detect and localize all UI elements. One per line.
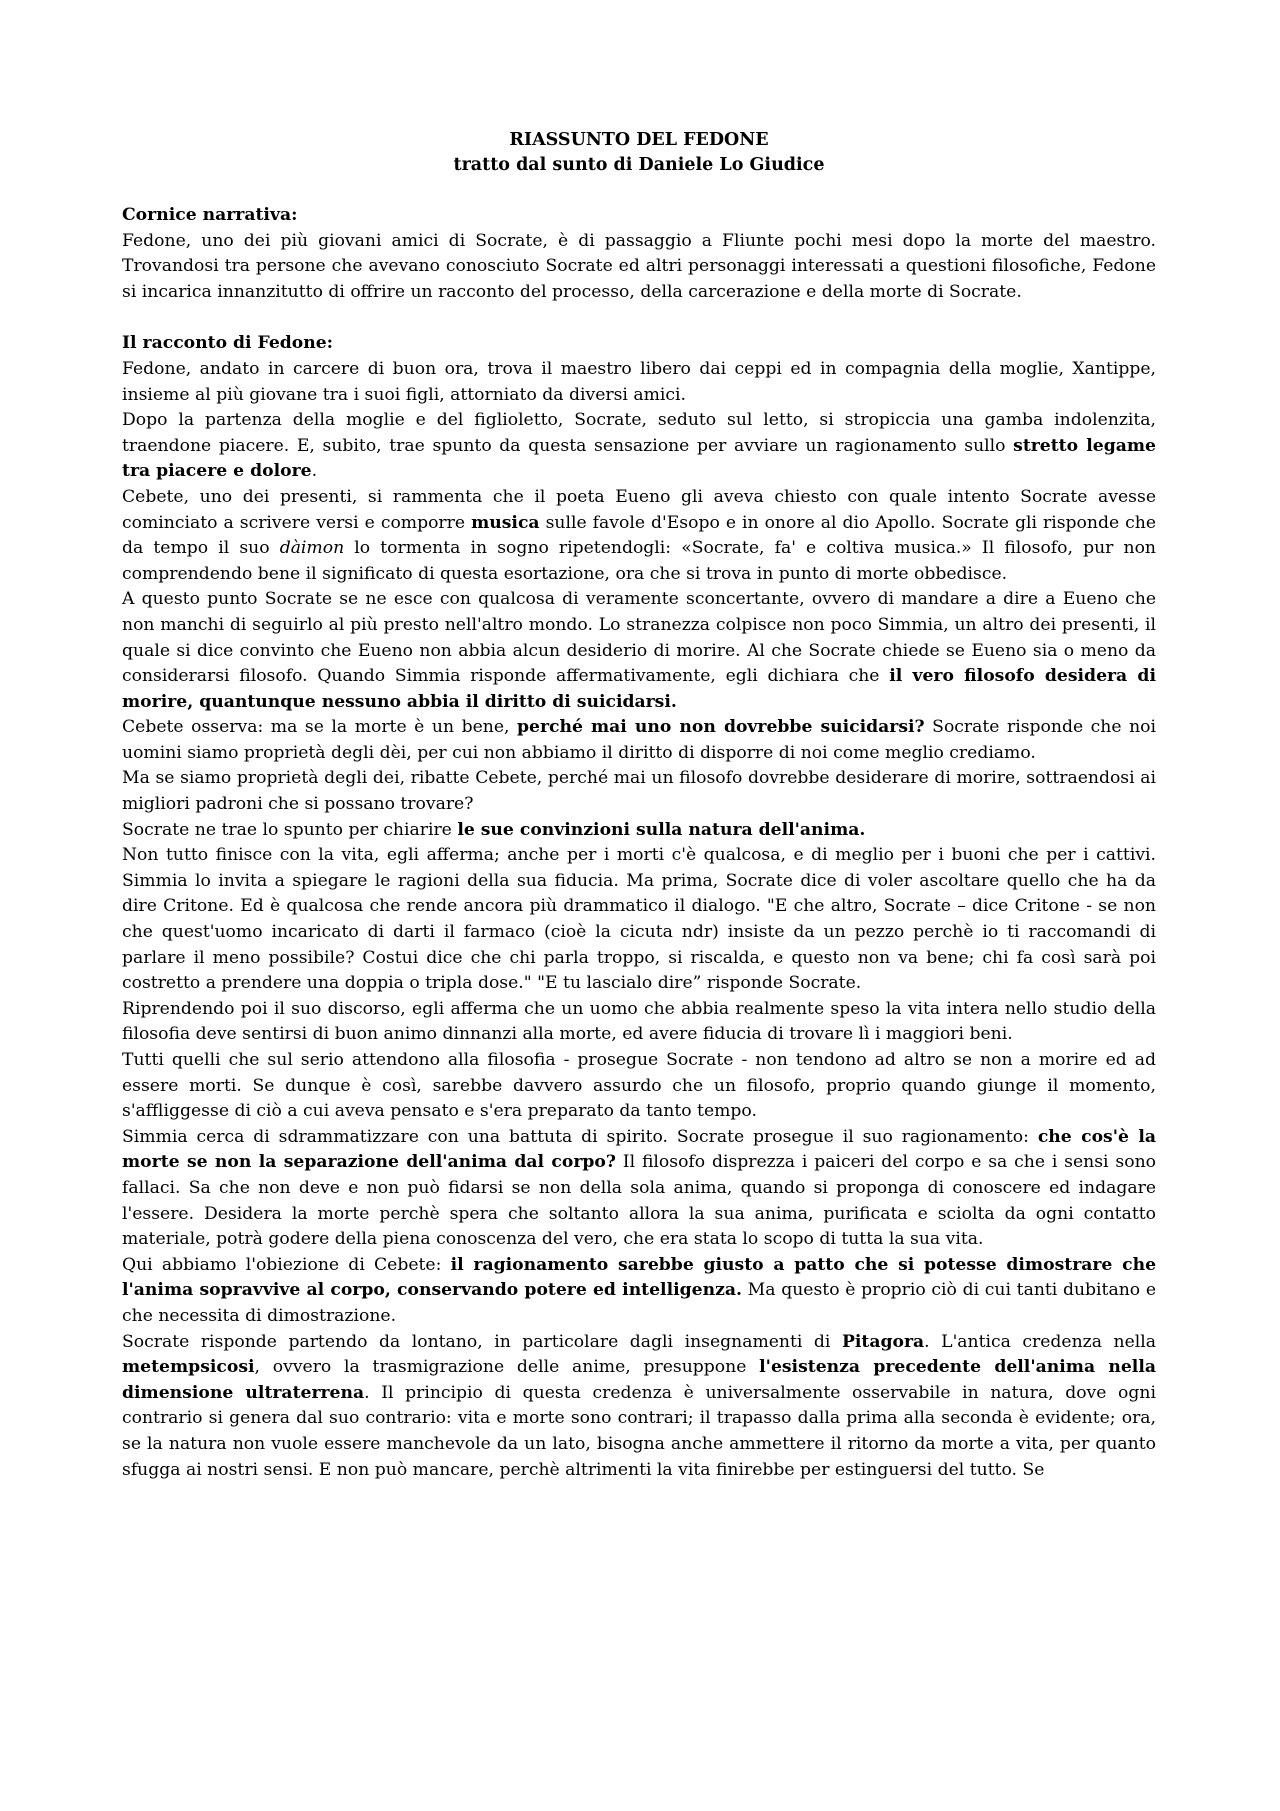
text-run: . xyxy=(311,461,318,482)
text-run: Simmia cerca di sdrammatizzare con una battuta di spirito. Socrate prosegue il suo ragionamento: xyxy=(122,1126,1038,1147)
text-run: Fedone, andato in carcere di buon ora, trova il maestro libero dai ceppi ed in compagnia della moglie, Xantippe, insieme al più giovane tra i suoi figli, attorniato da diversi amici. xyxy=(122,358,1156,405)
document-body xyxy=(122,203,1156,1483)
bold-text: metempsicosi xyxy=(122,1357,255,1378)
bold-text: stretto legame tra piacere e dolore xyxy=(122,435,1156,482)
paragraph xyxy=(122,587,1156,715)
text-run: sulle favole d'Esopo e in onore al dio Apollo. Socrate gli risponde che da tempo il suo xyxy=(122,512,1157,559)
text-run: . L'antica credenza nella xyxy=(924,1331,1156,1352)
document-page xyxy=(122,128,1156,1483)
paragraph xyxy=(122,843,1156,997)
paragraph xyxy=(122,818,1156,844)
paragraph xyxy=(122,1253,1156,1330)
paragraph xyxy=(122,408,1156,485)
paragraph xyxy=(122,1330,1156,1484)
bold-text: perché mai uno non dovrebbe suicidarsi? xyxy=(517,717,925,738)
text-run: Tutti quelli che sul serio attendono alla filosofia - prosegue Socrate - non tendono ad altro se non a morire ed ad essere morti. Se dunque è così, sarebbe davvero assurdo che un filosofo, proprio quando giunge il momento, s'affliggesse di ciò a cui aveva pensato e s'era preparato da tanto tempo. xyxy=(122,1050,1156,1122)
text-run: Socrate risponde partendo da lontano, in particolare dagli insegnamenti di xyxy=(122,1331,842,1352)
paragraph xyxy=(122,485,1156,587)
bold-text: che cos'è la morte se non la separazione dell'anima dal corpo? xyxy=(122,1126,1156,1173)
bold-text: l'esistenza precedente dell'anima nella dimensione ultraterrena xyxy=(122,1357,1156,1403)
paragraph xyxy=(122,229,1156,306)
bold-text: il ragionamento sarebbe giusto a patto che si potesse dimostrare che l'anima sopravvive al corpo, conservando potere ed intelligenza. xyxy=(122,1254,1156,1301)
text-run: Ma questo è proprio ciò di cui tanti dubitano e che necessita di dimostrazione. xyxy=(122,1280,1156,1326)
text-run: Cebete osserva: ma se la morte è un bene, xyxy=(122,717,518,738)
text-run: , ovvero la trasmigrazione delle anime, presuppone xyxy=(254,1357,760,1378)
text-run: Ma se siamo proprietà degli dei, ribatte Cebete, perché mai un filosofo dovrebbe desiderare di morire, sottraendosi ai migliori padroni che si possano trovare? xyxy=(122,768,1156,815)
text-run: . Il principio di questa credenza è universalmente osservabile in natura, dove ogni contrario si genera dal suo contrario: vita e morte sono contrari; il trapasso dalla prima alla seconda è evidente; ora, se la natura non vuole essere manchevole da un lato, bisogna anche ammettere il ritorno da morte a vita, per quanto sfugga ai nostri sensi. E non può mancare, perchè altrimenti la vita finirebbe per estinguersi del tutto. Se xyxy=(122,1382,1156,1480)
paragraph xyxy=(122,997,1156,1048)
bold-text: il vero filosofo desidera di morire, quantunque nessuno abbia il diritto di suicidarsi. xyxy=(122,666,1156,712)
text-run: Qui abbiamo l'obiezione di Cebete: xyxy=(122,1254,451,1275)
paragraph xyxy=(122,715,1156,766)
text-run: Fedone, uno dei più giovani amici di Socrate, è di passaggio a Fliunte pochi mesi dopo la morte del maestro. Trovandosi tra persone che avevano conosciuto Socrate ed altri personaggi interessati a questioni filosofiche, Fedone si incarica innanzitutto di offrire un racconto del processo, della carcerazione e della morte di Socrate. xyxy=(122,230,1156,302)
text-run: Riprendendo poi il suo discorso, egli afferma che un uomo che abbia realmente speso la vita intera nello studio della filosofia deve sentirsi di buon animo dinnanzi alla morte, ed avere fiducia di trovare lì i maggiori beni. xyxy=(122,998,1156,1045)
text-run: Socrate risponde che noi uomini siamo proprietà degli dèi, per cui non abbiamo il diritto di disporre di noi come meglio crediamo. xyxy=(122,717,1156,763)
bold-text: musica xyxy=(471,512,540,533)
bold-text: le sue convinzioni sulla natura dell'anima. xyxy=(457,819,866,840)
section-heading: Il racconto di Fedone: xyxy=(122,333,334,354)
paragraph xyxy=(122,1125,1156,1253)
text-run: Il filosofo disprezza i paiceri del corpo e sa che i sensi sono fallaci. Sa che non deve e non può fidarsi se non della sola anima, quando si proponga di conoscere ed indagare l'essere. Desidera la morte perchè spera che soltanto allora la sua anima, purificata e sciolta da ogni contatto materiale, potrà godere della piena conoscenza del vero, che era stata lo scopo di tutta la sua vita. xyxy=(122,1152,1156,1250)
paragraph xyxy=(122,357,1156,408)
text-run: lo tormenta in sogno ripetendogli: «Socrate, fa' e coltiva musica.» Il filosofo, pur non comprendendo bene il significato di questa esortazione, ora che si trova in punto di morte obbedisce. xyxy=(122,538,1156,584)
italic-text: dàimon xyxy=(279,538,345,559)
text-run: Cebete, uno dei presenti, si rammenta che il poeta Eueno gli aveva chiesto con quale intento Socrate avesse cominciato a scrivere versi e comporre xyxy=(122,486,1156,533)
text-run: Non tutto finisce con la vita, egli afferma; anche per i morti c'è qualcosa, e di meglio per i buoni che per i cattivi. Simmia lo invita a spiegare le ragioni della sua fiducia. Ma prima, Socrate dice di voler ascoltare quello che ha da dire Critone. Ed è qualcosa che rende ancora più drammatico il dialogo. "E che altro, Socrate – dice Critone - se non che quest'uomo incaricato di darti il farmaco (cioè la cicuta ndr) insiste da un pezzo perchè io ti raccomandi di parlare il meno possibile? Costui dice che chi parla troppo, si riscalda, e questo non va bene; chi fa così sarà poi costretto a prendere una doppia o tripla dose." "E tu lascialo dire” risponde Socrate. xyxy=(122,845,1156,994)
document-title: RIASSUNTO DEL FEDONE xyxy=(509,130,769,150)
paragraph xyxy=(122,766,1156,817)
paragraph xyxy=(122,1048,1156,1125)
text-run: Dopo la partenza della moglie e del figlioletto, Socrate, seduto sul letto, si stropiccia una gamba indolenzita, traendone piacere. E, subito, trae spunto da questa sensazione per avviare un ragionamento sullo xyxy=(122,410,1156,456)
bold-text: Pitagora xyxy=(841,1331,925,1352)
text-run: Socrate ne trae lo spunto per chiarire xyxy=(122,819,458,840)
section-heading: Cornice narrativa: xyxy=(122,205,298,225)
document-subtitle: tratto dal sunto di Daniele Lo Giudice xyxy=(453,155,825,175)
text-run: A questo punto Socrate se ne esce con qualcosa di veramente sconcertante, ovvero di mandare a dire a Eueno che non manchi di seguirlo al più presto nell'altro mondo. Lo stranezza colpisce non poco Simmia, un altro dei presenti, il quale si dice convinto che Eueno non abbia alcun desiderio di morire. Al che Socrate chiede se Eueno sia o meno da considerarsi filosofo. Quando Simmia risponde affermativamente, egli dichiara che xyxy=(122,589,1156,687)
